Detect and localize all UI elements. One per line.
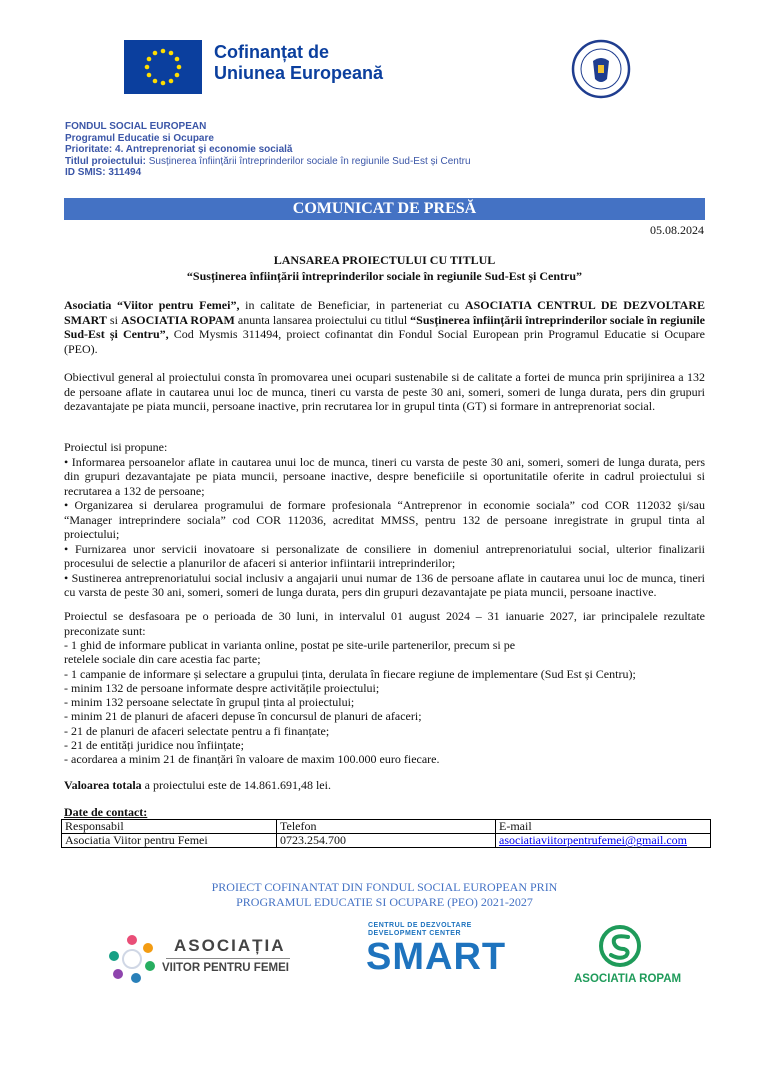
list-item: retelele sociale din care acestia fac parte; (64, 652, 261, 667)
release-date: 05.08.2024 (650, 223, 704, 237)
eu-text-line1: Cofinanțat de (214, 42, 329, 62)
proposes-section (64, 440, 705, 600)
footer-cofinancing-note (64, 880, 705, 910)
eu-cofinanced-text (214, 42, 383, 84)
project-title-value: Susținerea înființării întreprinderilor sociale în regiunile Sud-Est și Centru (148, 155, 471, 167)
list-item: - acordarea a minim 21 de finanțări în valoare de maxim 100.000 euro fiecare. (64, 752, 440, 767)
government-seal-icon (571, 39, 631, 99)
eu-stars-icon (145, 49, 182, 86)
heading-line1: LANSAREA PROIECTULUI CU TITLUL (273, 253, 496, 267)
people-circle-icon (106, 932, 158, 986)
partner2-name: ASOCIATIA ROPAM (120, 312, 235, 327)
project-title-bold: “Susținerea înființării întreprinderilor sociale în regiunile Sud-Est și Centru”, (64, 312, 705, 341)
total-text: a proiectului este de 14.861.691,48 lei. (141, 778, 331, 792)
results-intro (64, 609, 705, 638)
logo2-line1: CENTRUL DE DEZVOLTARE (368, 922, 472, 929)
para1-text4: Cod Mysmis 311494, proiect cofinantat din Fondul Social European prin Programul Educatie si Ocupare (PEO). (64, 327, 705, 356)
logo3-text: ASOCIATIA ROPAM (574, 973, 682, 985)
eu-text-line2: Uniunea Europeană (214, 63, 384, 83)
list-item: - 21 de entități juridice nou înființate; (64, 738, 244, 753)
eu-flag-logo (124, 40, 202, 94)
list-item: • Sustinerea antreprenoriatului social inclusiv a angajarii unui numar de 136 de persoane aflate in cautarea unui loc de munca, tineri cu varsta de peste 30 ani, someri, someri de lunga durata, pers din grupuri dezavantajate pe piata muncii, persoane inactive. (64, 570, 705, 599)
heading-line2: “Susținerea înființării întreprinderilor sociale în regiunile Sud-Est și Centru” (186, 269, 583, 283)
list-item: - minim 21 de planuri de afaceri depuse în concursul de planuri de afaceri; (64, 709, 422, 724)
objective-text: Obiectivul general al proiectului consta în promovarea unei ocupari sustenabile si de calitate a fortei de munca prin sprijinirea a 132 de persoane aflate in cautarea unui loc de munca, tineri cu varsta de peste 30 ani, someri, someri de lunga durata, pers din grupuri dezavantajate pe piata muncii, persoane inactive, prin recrutarea lor in grupul tinta (GT) si formare in antreprenoriat social. (64, 370, 705, 413)
viitor-pentru-femei-logo (106, 932, 296, 992)
logo1-divider (166, 958, 290, 959)
ropam-s-icon (598, 924, 642, 968)
beneficiary-name: Asociatia “Viitor pentru Femei”, (64, 298, 240, 312)
table-header-row (62, 820, 711, 834)
para1-text3: anunta lansarea proiectului cu titlul (234, 312, 411, 327)
list-item: • Furnizarea unor servicii inovatoare si personalizate de consiliere in domeniul antreprenoriatului social, ulterior finalizarii procesului de selectie a planurilor de afaceri si anterior infiintarii intreprinderilor; (64, 541, 705, 570)
objective-paragraph (64, 370, 705, 414)
total-label: Valoarea totala (64, 778, 142, 792)
intro-paragraph (64, 298, 705, 356)
logo1-line2: VIITOR PENTRU FEMEI (162, 962, 289, 974)
list-item: - 21 de planuri de afaceri selectate pentru a fi finanțate; (64, 723, 330, 738)
table-header-cell: Responsabil (62, 820, 277, 834)
results-list (64, 638, 705, 767)
contact-title: Date de contact: (64, 805, 148, 819)
contact-phone: 0723.254.700 (277, 834, 496, 848)
table-header-cell: E-mail (496, 820, 711, 834)
list-item: • Organizarea si derularea programului de formare profesionala “Antreprenor in economie sociala” cod COR 112032 și/sau “Manager intreprindere sociala” cod COR 112036, acreditat MMSS, pentru 132 de persoane inregistrate in grupul tinta al proiectului; (64, 498, 705, 541)
footer-line2: PROGRAMUL EDUCATIE SI OCUPARE (PEO) 2021-2027 (236, 895, 533, 909)
smis-line: ID SMIS: 311494 (65, 167, 142, 178)
list-item: • Informarea persoanelor aflate in cautarea unui loc de munca, tineri cu varsta de peste 30 ani, someri, someri de lunga durata, pers din grupuri dezavantajate pe piata muncii, persoane inactive, despre beneficiile si oportunitatile oferite in cadrul proiectului si recrutarea a 132 de persoane; (64, 454, 705, 498)
logo1-line1: ASOCIAȚIA (174, 936, 286, 955)
para1-text1: in calitate de Beneficiar, in parteneriat cu (239, 298, 465, 312)
list-item: - minim 132 de persoane informate despre activitățile proiectului; (64, 680, 380, 695)
document-heading (64, 252, 705, 284)
press-release-banner: COMUNICAT DE PRESĂ (64, 198, 705, 220)
contact-email-cell (496, 834, 711, 848)
proposes-intro: Proiectul isi propune: (64, 440, 168, 454)
priority-line: Prioritate: 4. Antreprenoriat și economie socială (65, 144, 293, 155)
list-item: - 1 campanie de informare și selectare a grupului ținta, derulata în fiecare regiune de implementare (Sud Est și Centru); (64, 666, 636, 681)
logo2-line2: DEVELOPMENT CENTER (368, 930, 462, 937)
project-title-label: Titlul proiectului: (65, 155, 146, 167)
results-intro-text: Proiectul se desfasoara pe o perioada de 30 luni, in intervalul 01 august 2024 – 31 ianuarie 2027, iar principalele rezultate preconizate sunt: (64, 609, 705, 638)
fund-info (65, 121, 471, 179)
contact-table (61, 819, 711, 848)
table-row (62, 834, 711, 848)
smart-center-logo (364, 920, 507, 992)
table-header-cell: Telefon (277, 820, 496, 834)
total-value (64, 778, 705, 793)
contact-email-link[interactable]: asociatiaviitorpentrufemei@gmail.com (499, 833, 687, 847)
project-title-line (65, 156, 471, 168)
contact-responsible: Asociatia Viitor pentru Femei (62, 834, 277, 848)
partner1-name: ASOCIATIA CENTRUL DE DEZVOLTARE SMART (64, 298, 705, 327)
list-item: - 1 ghid de informare publicat in varianta online, postat pe site-urile partenerilor, precum si pe (64, 638, 516, 652)
ropam-logo (572, 924, 684, 996)
footer-line1: PROIECT COFINANTAT DIN FONDUL SOCIAL EUROPEAN PRIN (211, 880, 558, 894)
logo2-word: SMART (366, 936, 507, 978)
program-line: Programul Educatie si Ocupare (65, 132, 214, 144)
list-item: - minim 132 persoane selectate în grupul ținta al proiectului; (64, 695, 355, 710)
fund-line: FONDUL SOCIAL EUROPEAN (65, 121, 207, 132)
para1-text2: si (106, 312, 121, 327)
